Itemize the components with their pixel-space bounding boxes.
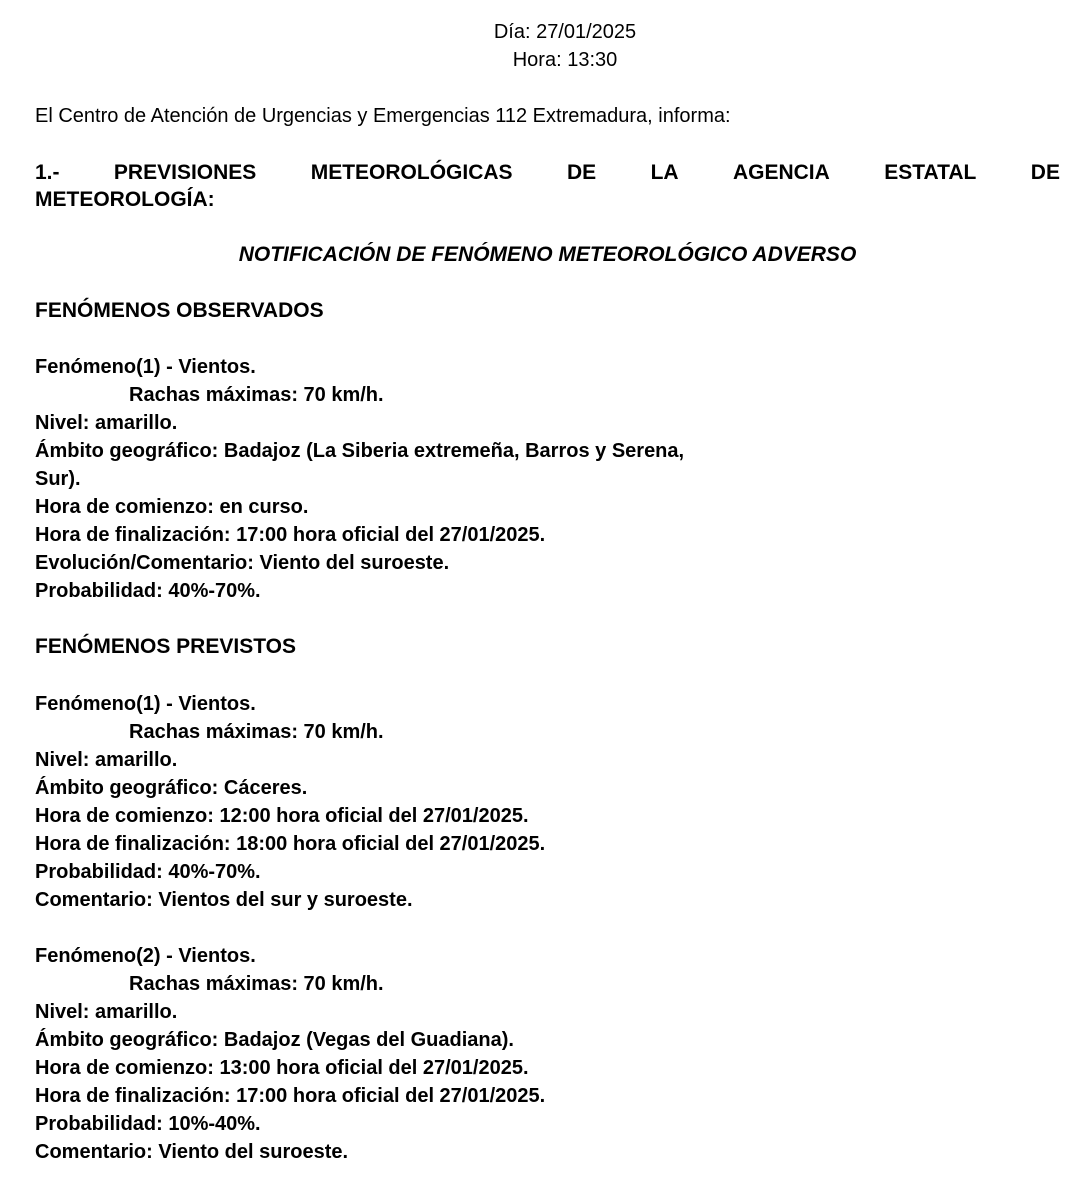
forecast-heading: FENÓMENOS PREVISTOS (35, 635, 296, 658)
phenomenon-end: Hora de finalización: 17:00 hora oficial del 27/01/2025. (35, 524, 546, 546)
phenomenon-end: Hora de finalización: 17:00 hora oficial del 27/01/2025. (35, 1085, 546, 1107)
phenomenon-area: Ámbito geográfico: Cáceres. (35, 777, 308, 799)
section-title-line1 (35, 159, 1060, 186)
phenomenon-probability: Probabilidad: 10%-40%. (35, 1113, 261, 1135)
phenomenon-gusts: Rachas máximas: 70 km/h. (129, 384, 384, 406)
phenomenon-level: Nivel: amarillo. (35, 1001, 178, 1023)
phenomenon-probability: Probabilidad: 40%-70%. (35, 861, 261, 883)
title-word: DE (1030, 161, 1060, 184)
phenomenon-area: Ámbito geográfico: Badajoz (La Siberia extremeña, Barros y Serena, (35, 440, 685, 462)
intro-text: El Centro de Atención de Urgencias y Emergencias 112 Extremadura, informa: (35, 105, 731, 127)
phenomenon-level: Nivel: amarillo. (35, 749, 178, 771)
phenomenon-level: Nivel: amarillo. (35, 412, 178, 434)
section-title (35, 159, 1060, 213)
phenomenon-gusts: Rachas máximas: 70 km/h. (129, 973, 384, 995)
forecast-phenomenon-2 (35, 942, 835, 1166)
phenomenon-title: Fenómeno(1) - Vientos. (35, 693, 256, 715)
title-word: PREVISIONES (113, 161, 257, 184)
phenomenon-area-cont: Sur). (35, 468, 81, 490)
phenomenon-start: Hora de comienzo: 13:00 hora oficial del 27/01/2025. (35, 1057, 529, 1079)
phenomenon-start: Hora de comienzo: 12:00 hora oficial del 27/01/2025. (35, 805, 529, 827)
observed-phenomenon-1 (35, 353, 835, 605)
notice-title: NOTIFICACIÓN DE FENÓMENO METEOROLÓGICO ADVERSO (238, 243, 857, 266)
phenomenon-comment: Evolución/Comentario: Viento del suroeste. (35, 552, 450, 574)
title-word: METEOROLÓGICAS (310, 161, 513, 184)
phenomenon-comment: Comentario: Vientos del sur y suroeste. (35, 889, 413, 911)
title-word: AGENCIA (732, 161, 830, 184)
phenomenon-probability: Probabilidad: 40%-70%. (35, 580, 261, 602)
title-word: 1.- (35, 161, 60, 184)
title-word: LA (650, 161, 679, 184)
forecast-phenomenon-1 (35, 690, 835, 914)
phenomenon-comment: Comentario: Viento del suroeste. (35, 1141, 349, 1163)
phenomenon-gusts: Rachas máximas: 70 km/h. (129, 721, 384, 743)
header-date: Día: 27/01/2025 (493, 21, 637, 43)
header-time: Hora: 13:30 (512, 49, 618, 71)
title-word: ESTATAL (884, 161, 977, 184)
section-title-line2: METEOROLOGÍA: (35, 188, 215, 211)
phenomenon-area: Ámbito geográfico: Badajoz (Vegas del Guadiana). (35, 1029, 514, 1051)
phenomenon-title: Fenómeno(2) - Vientos. (35, 945, 256, 967)
title-word: DE (566, 161, 597, 184)
phenomenon-title: Fenómeno(1) - Vientos. (35, 356, 256, 378)
phenomenon-start: Hora de comienzo: en curso. (35, 496, 309, 518)
observed-heading: FENÓMENOS OBSERVADOS (35, 299, 324, 322)
phenomenon-end: Hora de finalización: 18:00 hora oficial del 27/01/2025. (35, 833, 546, 855)
